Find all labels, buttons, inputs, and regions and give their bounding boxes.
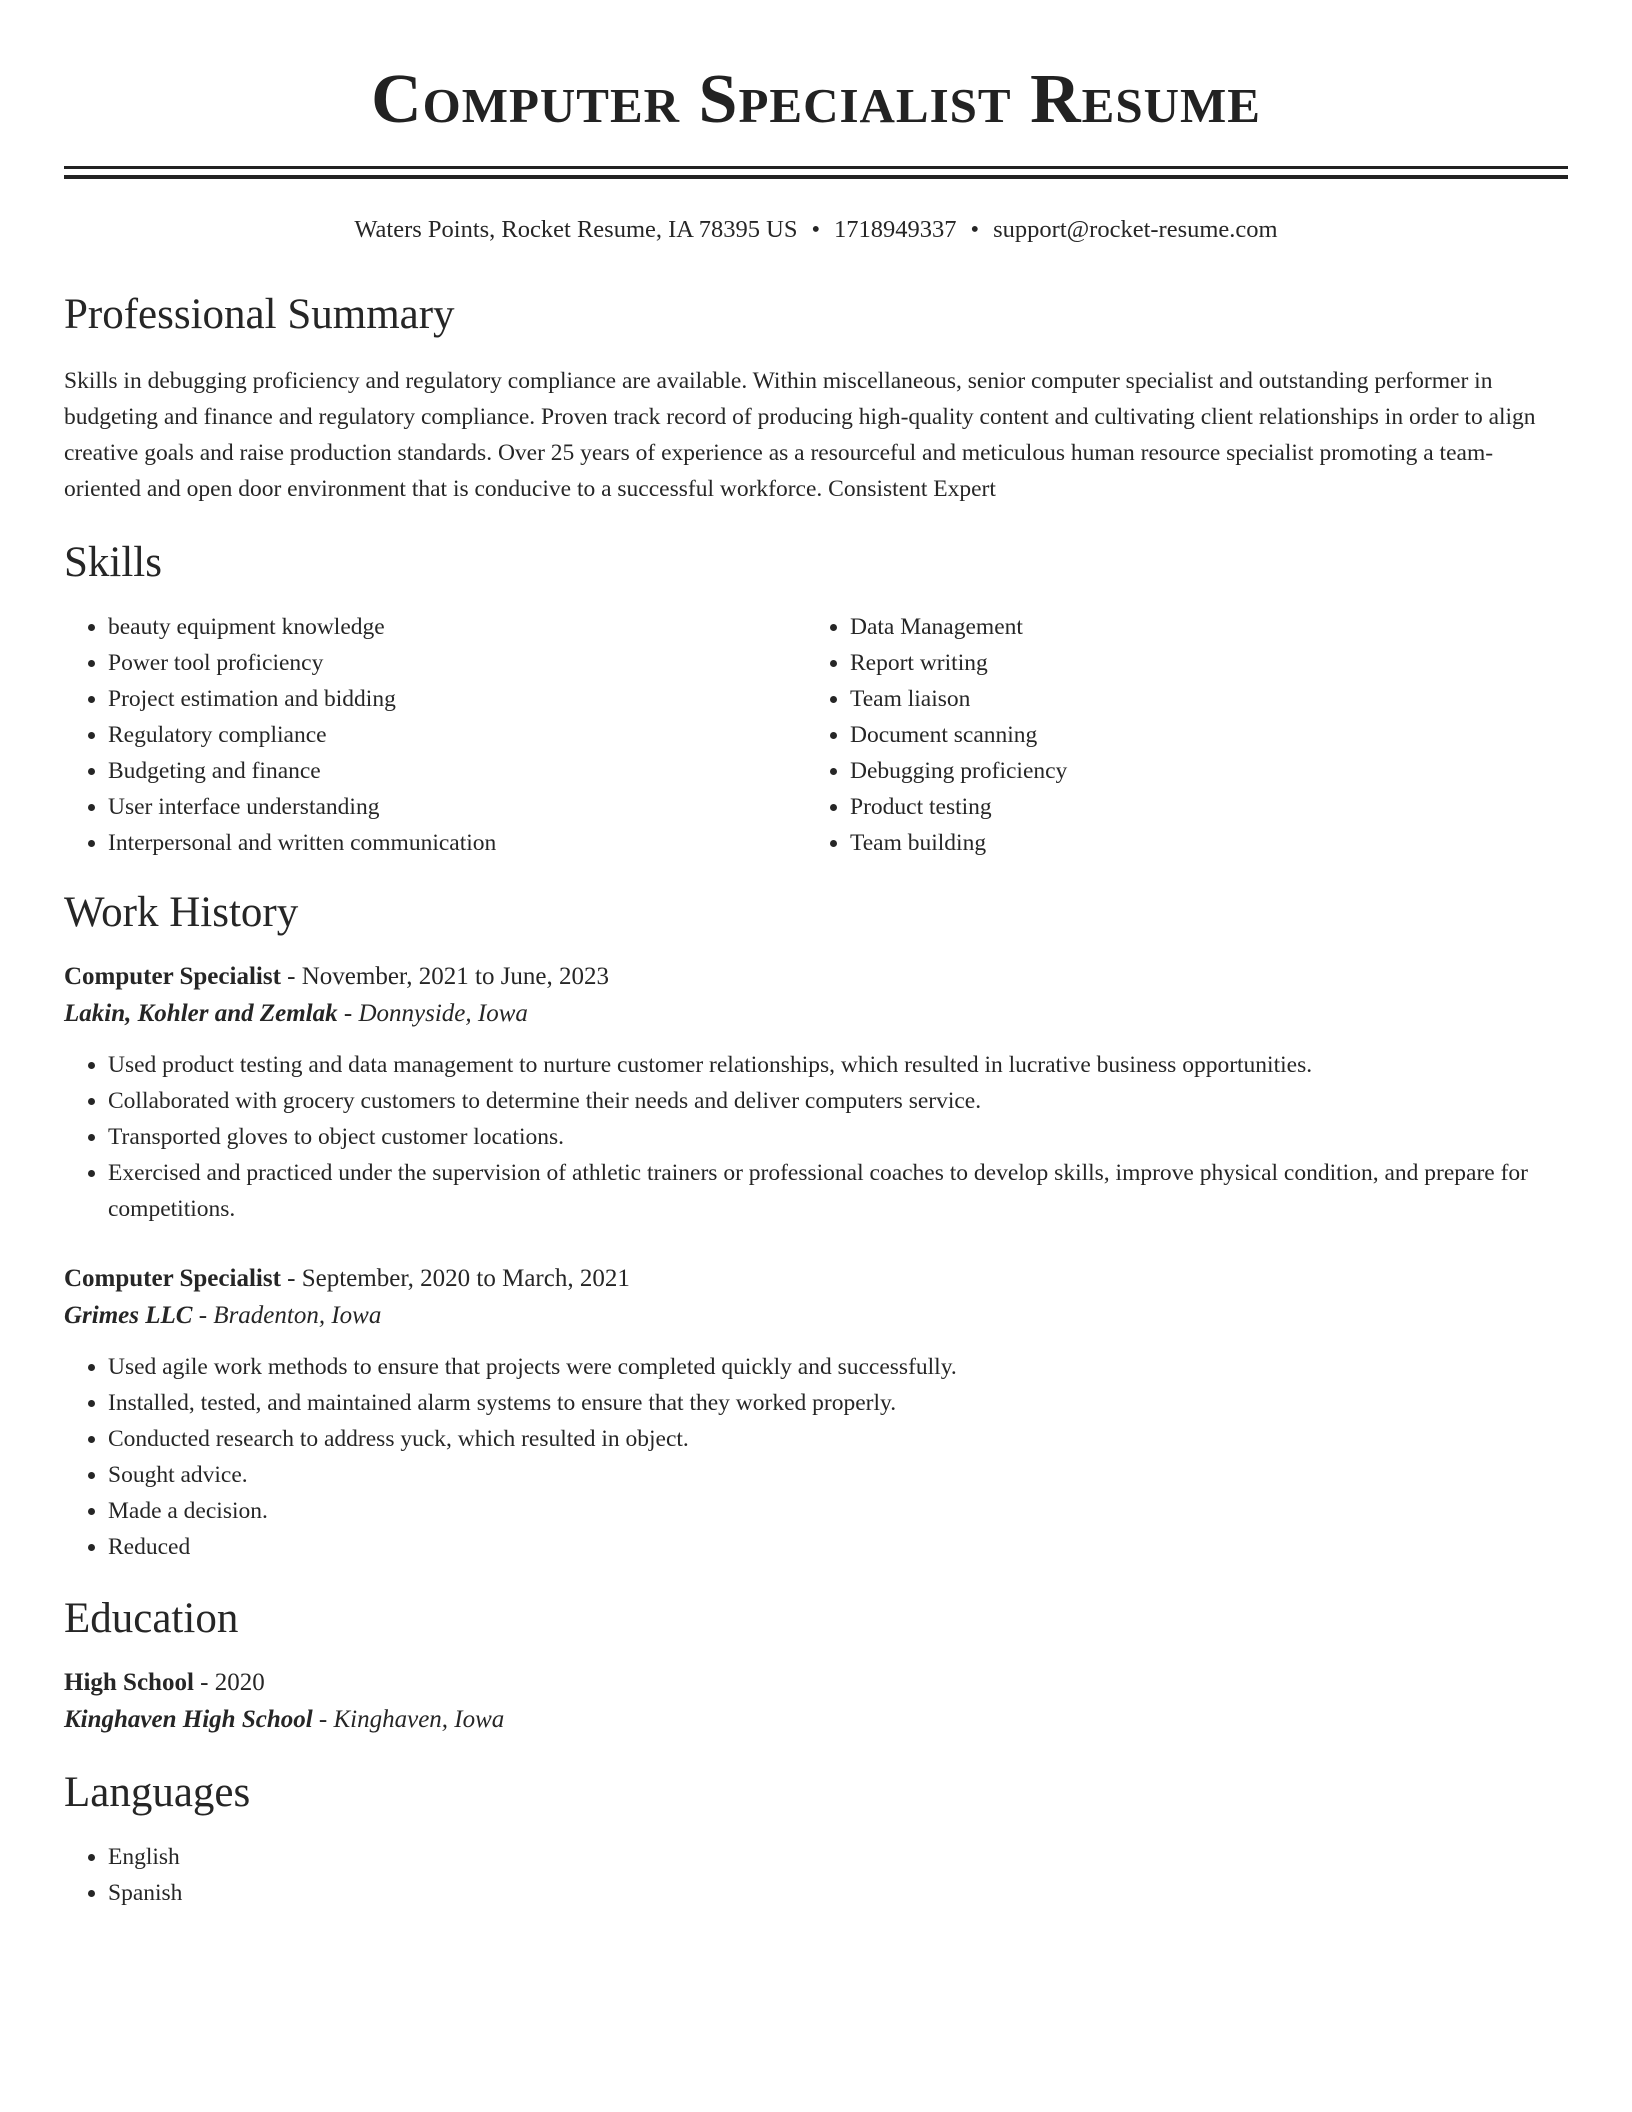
languages-list xyxy=(64,1839,1568,1911)
job-title-line xyxy=(64,959,1568,995)
contact-line xyxy=(64,215,1568,245)
job-bullet: • Reduced xyxy=(108,1529,1568,1565)
contact-email: support@rocket-resume.com xyxy=(993,216,1278,243)
education-entry xyxy=(64,1665,1568,1739)
job-company-line xyxy=(64,995,1568,1033)
job-bullet: • Sought advice. xyxy=(108,1457,1568,1493)
skill-item: • Interpersonal and written communication xyxy=(108,825,806,861)
work-history-heading: Work History xyxy=(64,889,299,936)
education-school: Kinghaven High School xyxy=(64,1706,313,1733)
contact-address: Waters Points, Rocket Resume, IA 78395 US xyxy=(354,216,798,243)
job-location: - Donnyside, Iowa xyxy=(337,1000,528,1027)
summary-heading: Professional Summary xyxy=(64,291,455,338)
education-year: - 2020 xyxy=(193,1669,265,1696)
skills-heading: Skills xyxy=(64,539,162,586)
job-bullets xyxy=(64,1047,1568,1227)
job-title: Computer Specialist xyxy=(64,963,281,990)
skill-item: • Budgeting and finance xyxy=(108,753,806,789)
title-rule-bottom xyxy=(64,175,1568,179)
contact-separator: • xyxy=(811,216,821,243)
job-bullet: • Exercised and practiced under the supervision of athletic trainers or professional coaches to develop skills, improve physical condition, and prepare for competitions. xyxy=(108,1155,1568,1227)
skill-item: • Team liaison xyxy=(850,681,1548,717)
language-item: • Spanish xyxy=(108,1875,1568,1911)
skill-item: • Power tool proficiency xyxy=(108,645,806,681)
title-rule-top xyxy=(64,166,1568,169)
job-title-line xyxy=(64,1261,1568,1297)
languages-heading: Languages xyxy=(64,1769,251,1816)
job-bullets xyxy=(64,1349,1568,1565)
job-location: - Bradenton, Iowa xyxy=(192,1302,382,1329)
job-dates: - November, 2021 to June, 2023 xyxy=(280,963,610,990)
skills-grid xyxy=(64,609,1568,861)
job-bullet: • Transported gloves to object customer locations. xyxy=(108,1119,1568,1155)
contact-phone: 1718949337 xyxy=(834,216,957,243)
job-bullet: • Collaborated with grocery customers to determine their needs and deliver computers service. xyxy=(108,1083,1568,1119)
language-item: • English xyxy=(108,1839,1568,1875)
job-dates: - September, 2020 to March, 2021 xyxy=(280,1265,630,1292)
job-bullet: • Installed, tested, and maintained alarm systems to ensure that they worked properly. xyxy=(108,1385,1568,1421)
skills-column-left xyxy=(64,609,806,861)
education-degree: High School xyxy=(64,1669,194,1696)
job-company: Lakin, Kohler and Zemlak xyxy=(64,1000,338,1027)
job-company: Grimes LLC xyxy=(64,1302,193,1329)
job-bullet: • Used product testing and data management to nurture customer relationships, which resulted in lucrative business opportunities. xyxy=(108,1047,1568,1083)
resume-title: Computer Specialist Resume xyxy=(371,61,1261,138)
skill-item: • Report writing xyxy=(850,645,1548,681)
summary-text: Skills in debugging proficiency and regulatory compliance are available. Within miscellaneous, senior computer specialist and outstanding performer in budgeting and finance and regulatory compliance. Proven track record of producing high-quality content and cultivating client relationships in order to align creative goals and raise production standards. Over 25 years of experience as a resourceful and meticulous human resource specialist promoting a team-oriented and open door environment that is conducive to a successful workforce. Consistent Expert xyxy=(64,368,1536,502)
skill-item: • Regulatory compliance xyxy=(108,717,806,753)
skill-item: • beauty equipment knowledge xyxy=(108,609,806,645)
skill-item: • User interface understanding xyxy=(108,789,806,825)
job-entry xyxy=(64,959,1568,1227)
job-bullet: • Used agile work methods to ensure that projects were completed quickly and successfully. xyxy=(108,1349,1568,1385)
skill-item: • Debugging proficiency xyxy=(850,753,1548,789)
education-heading: Education xyxy=(64,1595,239,1642)
education-school-line xyxy=(64,1701,1568,1739)
skill-item: • Project estimation and bidding xyxy=(108,681,806,717)
job-company-line xyxy=(64,1297,1568,1335)
education-location: - Kinghaven, Iowa xyxy=(312,1706,505,1733)
job-entry xyxy=(64,1261,1568,1565)
skill-item: • Document scanning xyxy=(850,717,1548,753)
job-bullet: • Made a decision. xyxy=(108,1493,1568,1529)
job-bullet: • Conducted research to address yuck, which resulted in object. xyxy=(108,1421,1568,1457)
skill-item: • Product testing xyxy=(850,789,1548,825)
skills-column-right xyxy=(806,609,1548,861)
skill-item: • Team building xyxy=(850,825,1548,861)
education-degree-line xyxy=(64,1665,1568,1701)
job-title: Computer Specialist xyxy=(64,1265,281,1292)
skill-item: • Data Management xyxy=(850,609,1548,645)
contact-separator: • xyxy=(970,216,980,243)
